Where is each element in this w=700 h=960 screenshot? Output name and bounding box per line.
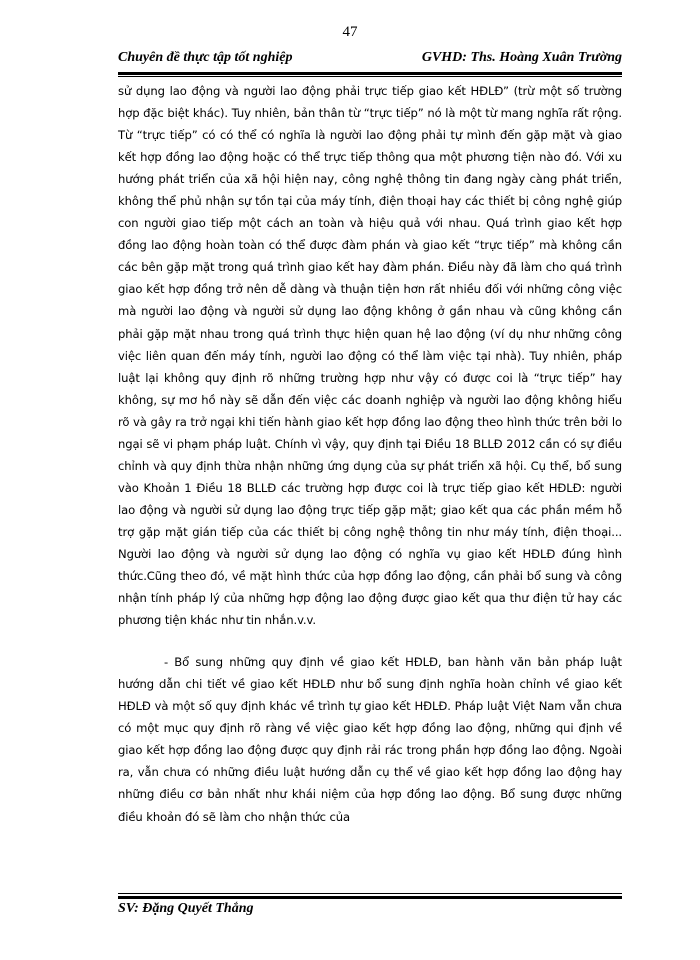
- header-supervisor: GVHD: Ths. Hoàng Xuân Trường: [421, 50, 622, 65]
- footer-author: SV: Đặng Quyết Thắng: [118, 901, 254, 916]
- header-rule-thick: [118, 72, 622, 75]
- body-paragraph: - Bổ sung những quy định về giao kết HĐLĐ, ban hành văn bản pháp luật hướng dẫn chi tiết về giao kết HĐLĐ như bổ sung định nghĩa hoàn chỉnh về giao kết HĐLĐ và một số quy định khác về trình tự giao kết HĐLĐ. Pháp luật Việt Nam vẫn chưa có một mục quy định rõ ràng về việc giao kết hợp đồng lao động, những qui định về giao kết hợp đồng lao động được quy định rải rác trong phần hợp đồng lao động. Ngoài ra, vẫn chưa có những điều luật hướng dẫn cụ thể về giao kết hợp đồng lao động hay những điều cơ bản nhất như khái niệm của hợp đồng lao động. Bổ sung được những điều khoản đó sẽ làm cho nhận thức của: [118, 655, 622, 824]
- header-rule-thin: [118, 76, 622, 77]
- body-paragraph: sử dụng lao động và người lao động phải trực tiếp giao kết HĐLĐ” (trừ một số trường hợp đặc biệt khác). Tuy nhiên, bản thân từ “trực tiếp” nó là một từ mang nghĩa rất rộng. Từ “trực tiếp” có có thể có nghĩa là người lao động phải tự mình đến gặp mặt và giao kết hợp đồng lao động hoặc có thể trực tiếp thông qua một phương tiện nào đó. Với xu hướng phát triển của xã hội hiện nay, công nghệ thông tin đang ngày càng phát triển, không thể phủ nhận sự tồn tại của máy tính, điện thoại hay các thiết bị công nghệ giúp con người giao tiếp một cách an toàn và hiệu quả với nhau. Quá trình giao kết hợp đồng lao động hoàn toàn có thể được đàm phán và giao kết “trực tiếp” mà không cần các bên gặp mặt trong quá trình giao kết hay đàm phán. Điều này đã làm cho quá trình giao kết hợp đồng trở nên dễ dàng và thuận tiện hơn rất nhiều đối với những công việc mà người lao động và người sử dụng lao động không ở gần nhau và cũng không cần phải gặp mặt nhau trong quá trình thực hiện quan hệ lao động (ví dụ như những công việc liên quan đến máy tính, người lao động có thể làm việc tại nhà). Tuy nhiên, pháp luật lại không quy định rõ những trường hợp như vậy có được coi là “trực tiếp” hay không, sự mơ hồ này sẽ dẫn đến việc các doanh nghiệp và người lao động không hiểu rõ và gây ra trở ngại khi tiến hành giao kết hợp đồng lao động theo hình thức trên bởi lo ngại sẽ vi phạm pháp luật. Chính vì vậy, quy định tại Điều 18 BLLĐ 2012 cần có sự điều chỉnh và quy định thừa nhận những ứng dụng của sự phát triển xã hội. Cụ thể, bổ sung vào Khoản 1 Điều 18 BLLĐ các trường hợp được coi là trực tiếp giao kết HĐLĐ: người lao động và người sử dụng lao động trực tiếp gặp mặt; giao kết qua các phần mềm hỗ trợ gặp mặt gián tiếp của các thiết bị công nghệ thông tin như máy tính, điện thoại... Người lao động và người sử dụng lao động có nghĩa vụ giao kết HĐLĐ đúng hình thức.Cũng theo đó, về mặt hình thức của hợp đồng lao động, cần phải bổ sung và công nhận tính pháp lý của những hợp động lao động được giao kết qua thư điện tử hay các phương tiện khác như tin nhắn.v.v.: [118, 84, 622, 628]
- page-number: 47: [342, 24, 358, 40]
- page-header: [118, 50, 622, 72]
- footer-rule-thick: [118, 896, 622, 899]
- document-body: [118, 80, 622, 828]
- footer-rule-thin: [118, 893, 622, 894]
- header-title: Chuyên đề thực tập tốt nghiệp: [118, 50, 293, 65]
